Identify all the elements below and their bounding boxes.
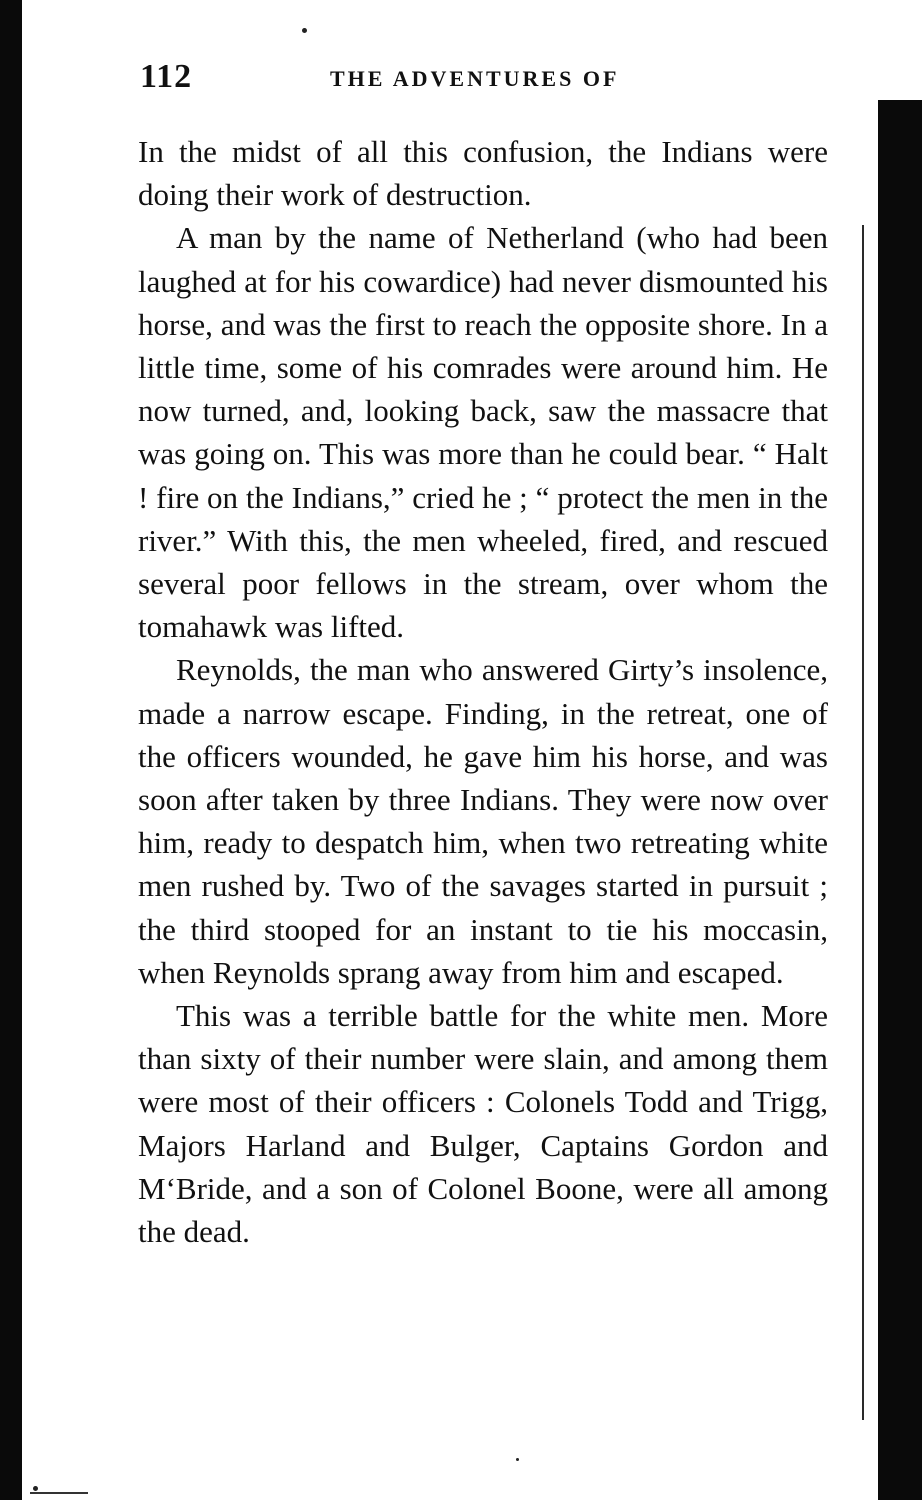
running-head: [140, 58, 830, 98]
scan-left-edge: [0, 0, 22, 1500]
scan-speck-bottom: [516, 1458, 519, 1461]
paragraph: A man by the name of Netherland (who had been laughed at for his cowardice) had never dismounted his horse, and was the first to reach the opposite shore. In a little time, some of his comrades were around him. He now turned, and, looking back, saw the massacre that was going on. This was more than he could bear. “ Halt ! fire on the Indians,” cried he ; “ protect the men in the river.” With this, the men wheeled, fired, and rescued several poor fellows in the stream, over whom the tomahawk was lifted.: [138, 220, 828, 645]
paragraph: This was a terrible battle for the white men. More than sixty of their number were slain, and among them were most of their officers : Colonels Todd and Trigg, Majors Harland and Bulger, Captains Gordon and M‘Bride, and a son of Colonel Boone, were all among the dead.: [138, 998, 828, 1250]
page-number: 112: [140, 58, 193, 95]
scan-speck-corner: [33, 1486, 38, 1491]
running-title: THE ADVENTURES OF: [330, 66, 620, 91]
page-body: [138, 130, 828, 1253]
scan-gutter-line: [862, 225, 864, 1420]
scan-right-edge: [878, 100, 922, 1500]
paragraph: In the midst of all this confusion, the Indians were doing their work of destruction.: [138, 134, 828, 213]
scan-speck-top: [302, 28, 307, 33]
scan-bottom-rule: [30, 1492, 88, 1494]
paragraph: Reynolds, the man who answered Girty’s insolence, made a narrow escape. Finding, in the retreat, one of the officers wounded, he gave him his horse, and was soon after taken by three Indians. They were now over him, ready to despatch him, when two retreating white men rushed by. Two of the savages started in pursuit ; the third stooped for an instant to tie his moccasin, when Reynolds sprang away from him and escaped.: [138, 652, 828, 990]
